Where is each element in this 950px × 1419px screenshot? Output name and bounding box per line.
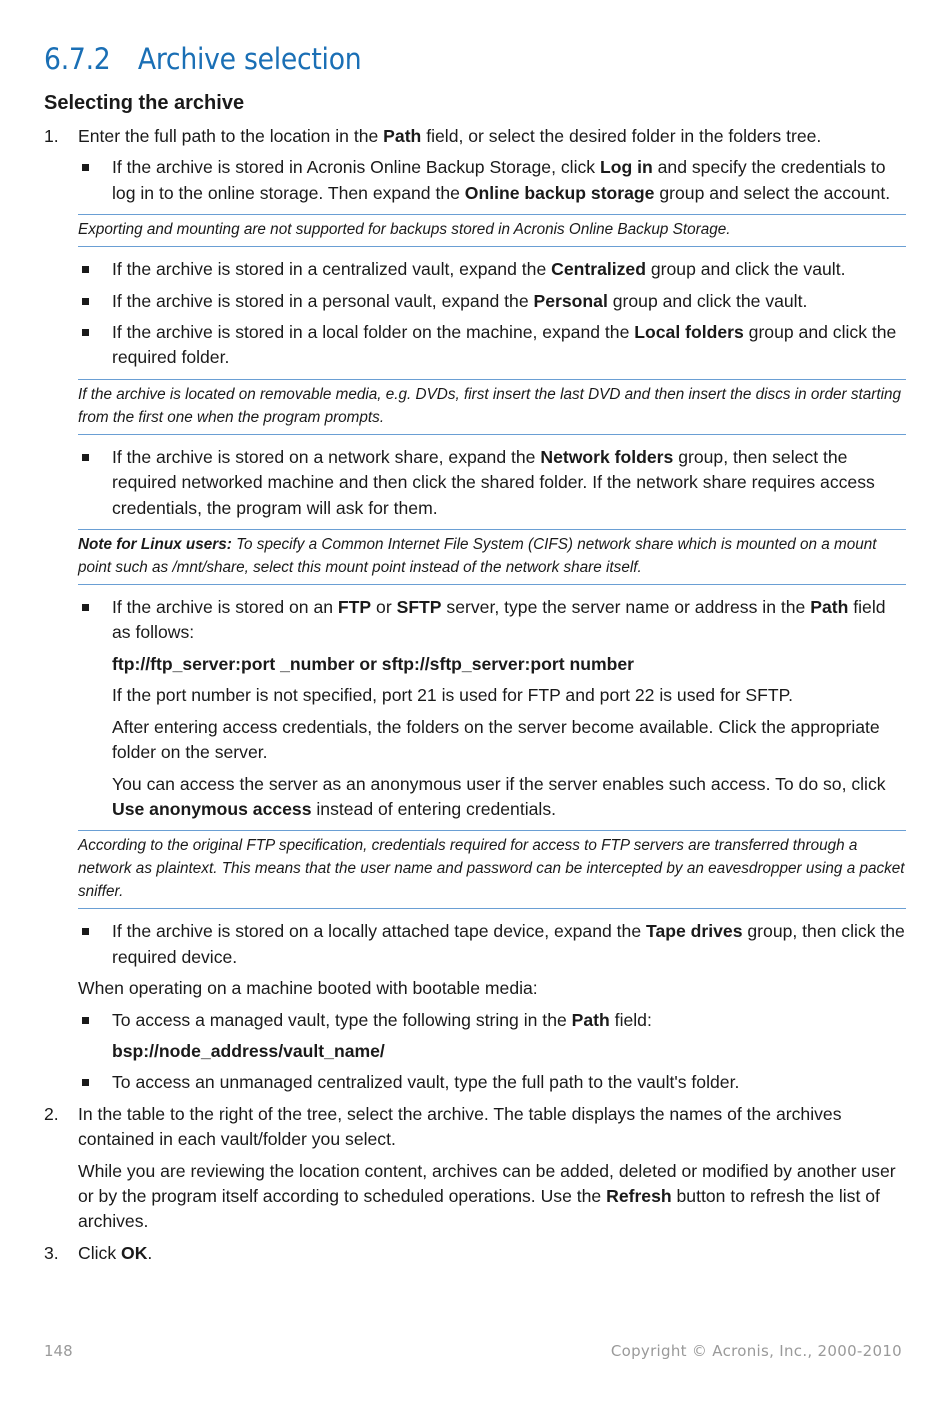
text: You can access the server as an anonymous user if the server enables such access. To do so, click [112, 773, 886, 794]
step-2 [44, 1102, 906, 1153]
bold-term: Path [810, 597, 849, 618]
step-2-review [44, 1159, 906, 1235]
text: and specify the credentials to log in to the online storage. Then expand the [112, 157, 886, 203]
bold-term: Centralized [551, 259, 646, 280]
text: In the table to the right of the tree, select the archive. The table displays the names of the archives contained in each vault/folder you select. [78, 1103, 842, 1150]
section-number: 6.7.2 [44, 42, 111, 76]
syntax-text: bsp://node_address/vault_name/ [112, 1040, 385, 1061]
text: group and select the account. [654, 182, 891, 203]
bullet-online [44, 155, 906, 206]
bullet-unmanaged [44, 1070, 906, 1095]
bullet-ftp [44, 595, 906, 646]
body-content [44, 124, 906, 1266]
bullet-square-icon [82, 928, 89, 935]
bullet-square-icon [82, 454, 89, 461]
note-online: Exporting and mounting are not supported for backups stored in Acronis Online Backup Storage. [78, 214, 906, 247]
text: instead of entering credentials. [311, 798, 557, 819]
section-heading [44, 42, 361, 76]
text: If the archive is stored on an [112, 597, 338, 618]
copyright-notice: Copyright © Acronis, Inc., 2000-2010 [610, 1342, 902, 1360]
text: group, then click the required device. [112, 921, 905, 967]
page-number: 148 [44, 1342, 73, 1360]
ftp-syntax [44, 652, 906, 677]
bullet-network [44, 445, 906, 521]
text: If the archive is stored in a personal vault, expand the [112, 290, 534, 311]
bold-term: Refresh [606, 1185, 672, 1206]
text: While you are reviewing the location content, archives can be added, deleted or modified by another user or by the program itself according to scheduled operations. Use the [78, 1160, 896, 1206]
bold-term: SFTP [396, 597, 442, 618]
text: field: [609, 1009, 652, 1030]
bold-term: Use anonymous access [112, 798, 312, 819]
text: field, or select the desired folder in the folders tree. [421, 126, 822, 146]
text: To access a managed vault, type the following string in the [112, 1009, 572, 1030]
bullet-square-icon [82, 604, 89, 611]
text: button to refresh the list of archives. [78, 1185, 880, 1232]
text: Click [78, 1242, 122, 1263]
text: If the archive is stored in a local folder on the machine, expand the [112, 322, 635, 343]
bold-term: Path [571, 1009, 610, 1030]
bold-term: Path [383, 126, 422, 146]
bullet-square-icon [82, 1079, 89, 1086]
note-linux [78, 529, 906, 585]
ftp-after-text: After entering access credentials, the folders on the server become available. Click the appropriate folder on the server. [112, 716, 880, 763]
text: field as follows: [112, 597, 886, 643]
text: group and click the vault. [645, 259, 846, 280]
text: group and click the required folder. [112, 322, 897, 368]
note-removable: If the archive is located on removable media, e.g. DVDs, first insert the last DVD and then insert the discs in order starting from the first one when the program prompts. [78, 379, 906, 435]
step-1 [44, 124, 906, 149]
text: Enter the full path to the location in the [78, 126, 384, 146]
bold-term: Network folders [540, 446, 674, 467]
text: If the archive is stored on a network share, expand the [112, 446, 541, 467]
bold-term: Tape drives [646, 921, 743, 942]
bootable-intro: When operating on a machine booted with bootable media: [78, 978, 538, 999]
step-marker: 3. [44, 1242, 59, 1263]
ftp-anonymous-text [44, 772, 906, 823]
ftp-port-text: If the port number is not specified, port 21 is used for FTP and port 22 is used for SFTP. [112, 685, 793, 706]
text: If the archive is stored in a centralized vault, expand the [112, 259, 552, 280]
text: . [147, 1242, 153, 1263]
section-title: Archive selection [137, 42, 362, 76]
step-marker: 1. [44, 126, 59, 146]
bullet-square-icon [82, 329, 89, 336]
text: To access an unmanaged centralized vault, type the full path to the vault's folder. [112, 1072, 740, 1093]
bold-term: FTP [337, 597, 372, 618]
bullet-tape [44, 919, 906, 970]
text: group and click the vault. [607, 290, 808, 311]
bullet-square-icon [82, 298, 89, 305]
text: or [371, 597, 397, 618]
subheading: Selecting the archive [44, 92, 245, 114]
bullet-managed [44, 1008, 906, 1033]
note-label: Note for Linux users: [78, 536, 232, 554]
bullet-local [44, 320, 906, 371]
note-ftp: According to the original FTP specification, credentials required for access to FTP servers are transferred through a network as plaintext. This means that the user name and password can be intercepted by an eavesdropper using a packet sniffer. [78, 830, 906, 909]
step-marker: 2. [44, 1103, 59, 1124]
bullet-personal [44, 289, 906, 314]
bold-term: Online backup storage [464, 182, 655, 203]
bold-term: Log in [599, 157, 653, 178]
text: To specify a Common Internet File System (CIFS) network share which is mounted on a mount point such as /mnt/share, select this mount point instead of the network share itself. [78, 536, 877, 577]
text: If the archive is stored on a locally attached tape device, expand the [112, 921, 647, 942]
bullet-square-icon [82, 1017, 89, 1024]
bullet-square-icon [82, 266, 89, 273]
bold-term: OK [121, 1242, 148, 1263]
text: If the archive is stored in Acronis Online Backup Storage, click [112, 157, 600, 178]
bullet-centralized [44, 257, 906, 282]
text: server, type the server name or address in the [441, 597, 811, 618]
bullet-square-icon [82, 164, 89, 171]
syntax-text: ftp://ftp_server:port _number or sftp://sftp_server:port number [112, 653, 635, 674]
text: group, then select the required networked machine and then click the shared folder. If the network share requires access credentials, the program will ask for them. [112, 446, 875, 518]
bold-term: Personal [533, 290, 608, 311]
managed-syntax [44, 1039, 906, 1064]
bold-term: Local folders [634, 322, 744, 343]
step-3 [44, 1241, 906, 1266]
